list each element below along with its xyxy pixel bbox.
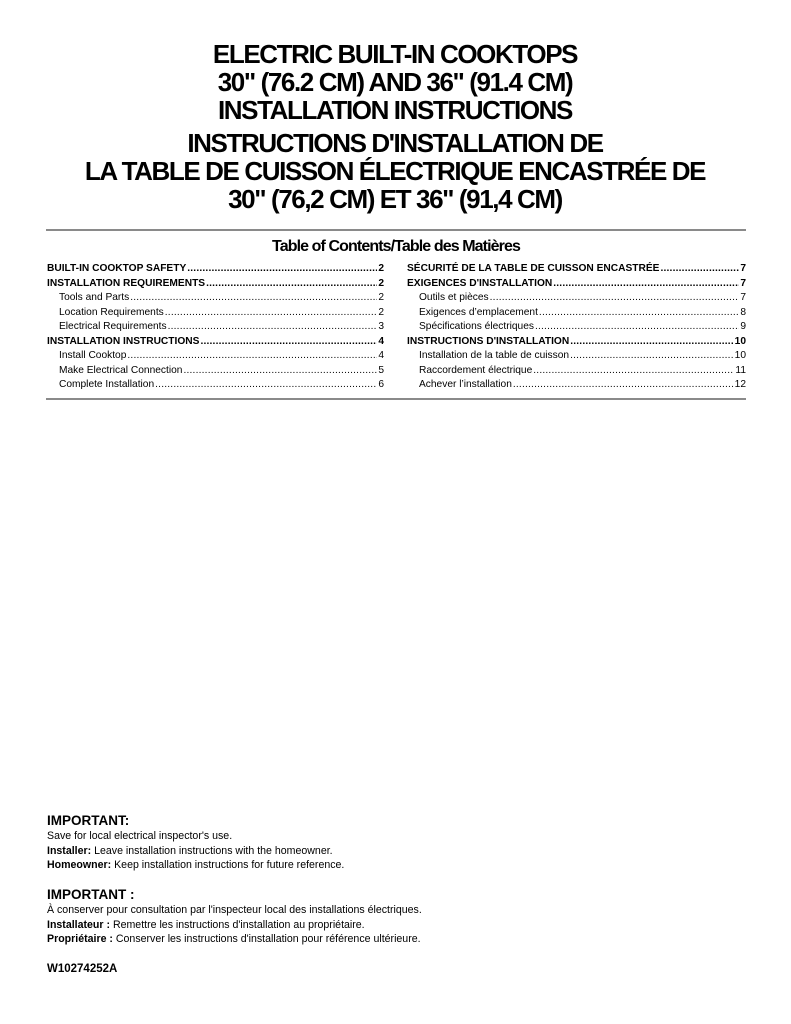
toc-column-english: [47, 262, 384, 393]
toc-page-number: 10: [734, 335, 746, 347]
installer-text: Leave installation instructions with the homeowner.: [91, 844, 333, 857]
title-fr-line-3: 30" (76,2 CM) ET 36" (91,4 CM): [228, 184, 562, 214]
toc-entry-label: Installation de la table de cuisson: [419, 350, 570, 361]
toc-subsection-entry: [47, 349, 384, 364]
homeowner-text: Keep installation instructions for future reference.: [111, 859, 345, 871]
toc-entry-label: Spécifications électriques: [419, 321, 534, 332]
owner-text-fr: Conserver les instructions d'installation pour référence ultérieure.: [112, 933, 421, 945]
toc-entry-label: INSTALLATION REQUIREMENTS: [47, 277, 206, 289]
toc-page-number: 2: [378, 306, 384, 318]
toc-page-number: 4: [378, 350, 384, 361]
title-en-line-1: ELECTRIC BUILT-IN COOKTOPS: [212, 39, 578, 69]
toc-subsection-entry: [407, 364, 746, 379]
toc-entry-label: INSTRUCTIONS D'INSTALLATION: [407, 335, 570, 347]
toc-page-number: 2: [378, 277, 384, 289]
toc-bottom-rule: [46, 398, 746, 400]
toc-dot-leader: [533, 364, 734, 379]
toc-dot-leader: [183, 364, 377, 379]
toc-section-entry: [47, 277, 384, 292]
toc-page-number: 7: [740, 263, 746, 274]
toc-entry-label: Electrical Requirements: [59, 321, 167, 332]
toc-entry-label: Location Requirements: [59, 306, 164, 318]
homeowner-label: Homeowner:: [47, 859, 112, 871]
installer-note-fr: [47, 918, 747, 933]
installer-label-fr: Installateur :: [47, 918, 110, 931]
toc-page-number: 2: [378, 292, 384, 303]
toc-page-number: 5: [378, 364, 384, 376]
toc-entry-label: BUILT-IN COOKTOP SAFETY: [47, 263, 187, 274]
toc-entry-label: Outils et pièces: [419, 292, 489, 303]
toc-dot-leader: [570, 335, 733, 350]
toc-entry-label: Raccordement électrique: [419, 364, 533, 376]
title-en-line-2: 30" (76.2 CM) AND 36" (91.4 CM): [217, 67, 573, 97]
toc-section-entry: [407, 262, 746, 277]
toc-entry-label: SÉCURITÉ DE LA TABLE DE CUISSON ENCASTRÉE: [407, 263, 660, 274]
toc-page-number: 10: [734, 350, 746, 361]
toc-page-number: 9: [740, 321, 746, 332]
owner-note-fr: [47, 932, 747, 947]
toc-entry-label: EXIGENCES D'INSTALLATION: [407, 277, 553, 289]
toc-subsection-entry: [407, 320, 746, 335]
toc-section-entry: [47, 335, 384, 350]
toc-dot-leader: [539, 306, 739, 321]
toc-entry-label: Install Cooktop: [59, 350, 127, 361]
toc-entry-label: INSTALLATION INSTRUCTIONS: [47, 335, 200, 347]
toc-section-entry: [407, 277, 746, 292]
important-note-french: [47, 886, 747, 947]
toc-subsection-entry: [47, 364, 384, 379]
toc-page-number: 6: [378, 379, 384, 390]
important-note-english: [47, 812, 747, 873]
title-fr-line-1: INSTRUCTIONS D'INSTALLATION DE: [187, 128, 603, 158]
toc-column-french: [407, 262, 746, 393]
installer-text-fr: Remettre les instructions d'installation au propriétaire.: [110, 918, 365, 931]
toc-subsection-entry: [407, 349, 746, 364]
toc-dot-leader: [130, 291, 377, 306]
part-number: W10274252A: [47, 963, 118, 975]
toc-dot-leader: [570, 349, 734, 364]
toc-dot-leader: [206, 277, 377, 292]
toc-entry-label: Make Electrical Connection: [59, 364, 183, 376]
toc-dot-leader: [187, 262, 377, 277]
toc-page-number: 11: [735, 364, 746, 376]
toc-heading: Table of Contents/Table des Matières: [272, 238, 520, 255]
toc-dot-leader: [165, 306, 378, 321]
toc-subsection-entry: [407, 291, 746, 306]
toc-top-rule: [46, 229, 746, 231]
toc-dot-leader: [513, 378, 734, 393]
toc-entry-label: Achever l’installation: [419, 379, 512, 390]
title-fr-line-2: LA TABLE DE CUISSON ÉLECTRIQUE ENCASTRÉE DE: [84, 156, 706, 186]
toc-dot-leader: [168, 320, 378, 335]
toc-dot-leader: [535, 320, 739, 335]
toc-dot-leader: [200, 335, 377, 350]
title-en-line-3: INSTALLATION INSTRUCTIONS: [217, 95, 572, 125]
toc-subsection-entry: [47, 320, 384, 335]
important-heading: IMPORTANT:: [47, 813, 130, 828]
toc-section-entry: [47, 262, 384, 277]
toc-page-number: 4: [378, 335, 384, 347]
toc-dot-leader: [490, 291, 740, 306]
toc-subsection-entry: [407, 378, 746, 393]
toc-entry-label: Exigences d’emplacement: [419, 306, 538, 318]
toc-page-number: 7: [740, 277, 746, 289]
inspector-note-fr: À conserver pour consultation par l'inspecteur local des installations électriques.: [47, 904, 422, 916]
toc-entry-label: Tools and Parts: [59, 292, 130, 303]
toc-subsection-entry: [47, 306, 384, 321]
toc-page-number: 3: [378, 321, 384, 332]
document-title: [40, 40, 750, 213]
homeowner-note: [47, 858, 747, 873]
toc-page-number: 8: [740, 306, 746, 318]
toc-section-entry: [407, 335, 746, 350]
toc-page-number: 2: [378, 263, 384, 274]
toc-dot-leader: [660, 262, 739, 277]
owner-label-fr: Propriétaire :: [47, 933, 113, 945]
toc-subsection-entry: [47, 291, 384, 306]
toc-subsection-entry: [407, 306, 746, 321]
important-heading-fr: IMPORTANT :: [47, 887, 135, 902]
toc-dot-leader: [127, 349, 377, 364]
toc-subsection-entry: [47, 378, 384, 393]
toc-dot-leader: [553, 277, 739, 292]
toc-dot-leader: [155, 378, 377, 393]
toc-page-number: 7: [740, 292, 746, 303]
toc-entry-label: Complete Installation: [59, 379, 155, 390]
inspector-note: Save for local electrical inspector's use.: [47, 830, 233, 842]
toc-page-number: 12: [734, 379, 746, 390]
installer-label: Installer:: [47, 844, 92, 857]
installer-note: [47, 844, 747, 859]
